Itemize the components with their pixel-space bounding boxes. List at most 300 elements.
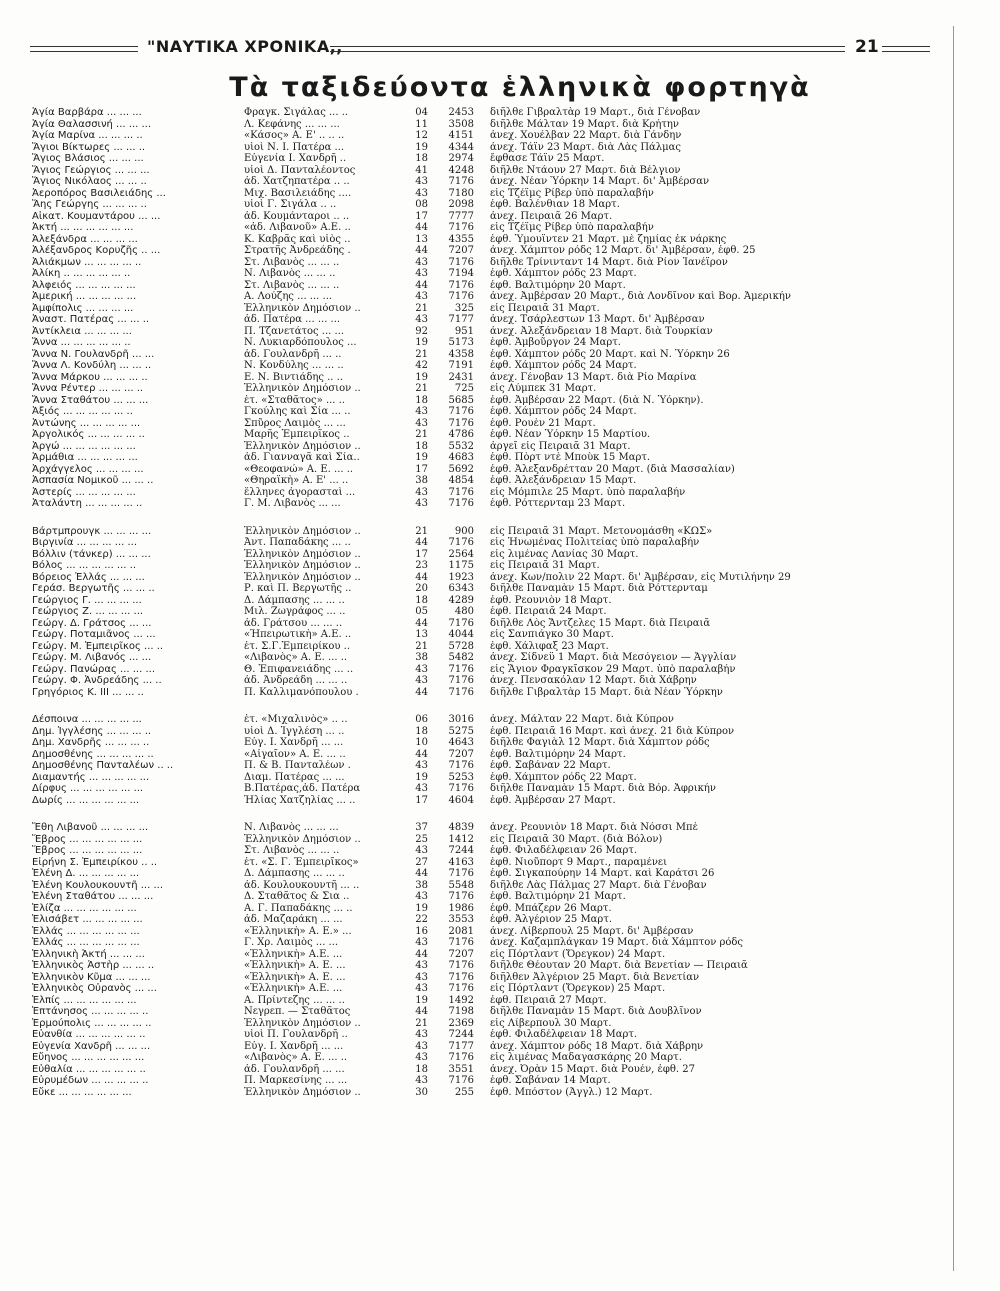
owner-name: Ἑλληνικὸν Δημόσιον .. (244, 548, 361, 560)
tonnage: 7777 (448, 210, 474, 222)
voyage-status: ἀνεχ. Πενσακόλαν 12 Μαρτ. διὰ Χάβρην (490, 675, 697, 686)
ship-name: Ἕβρος ... ... ... ... ... ... (32, 833, 143, 845)
owner-name: ἑτ. Σ.Γ.Ἐμπειρίκου .. (244, 640, 351, 652)
voyage-status: ἐφθ. Ρεουνιὸν 18 Μαρτ. (490, 594, 612, 606)
owner-name: Μιχ. Βασιλειάδης .... (244, 187, 352, 199)
registry-year: 18 (415, 1063, 428, 1075)
owner-name: Ρ. καὶ Π. Βεργωτῆς .. (244, 583, 352, 594)
registry-year: 19 (415, 141, 428, 153)
registry-year: 44 (415, 1006, 428, 1017)
ship-name: Ἑλληνικὸν Κῦμα ... ... ... (32, 971, 151, 983)
owner-name: «Ἑλληνικὴ» Α.Ε. ... (244, 948, 343, 960)
voyage-status: ἔφθασε Τάϊν 25 Μαρτ. (490, 153, 605, 164)
owner-name: υἱοὶ Ν. Ι. Πατέρα ... (244, 141, 345, 153)
tonnage: 7176 (448, 960, 474, 971)
registry-year: 43 (415, 845, 428, 856)
registry-year: 21 (415, 525, 428, 537)
ship-name: Ἀστερίς ... ... ... ... ... (32, 486, 136, 498)
owner-name: «Λιβανὸς» Α. Ε. ... .. (244, 1052, 348, 1063)
voyage-status: ἐφθ. Ἀμβέρσαν 27 Μαρτ. (490, 794, 616, 806)
owner-name: Ν. Κονδύλης ... ... .. (244, 360, 344, 371)
tonnage: 7176 (448, 760, 474, 771)
ship-name: Γεώργιος Γ. ... ... ... ... (32, 594, 142, 606)
voyage-status: ἀνεχ. Τσάρλεστων 13 Μαρτ. δι' Ἀμβέρσαν (490, 314, 705, 325)
voyage-status: εἰς Τζέϊμς Ρίβερ ὑπὸ παραλαβήν (490, 222, 654, 233)
tonnage: 4355 (448, 233, 474, 245)
ship-name: Γεώργ. Δ. Γράτσος ... ... (32, 617, 152, 629)
tonnage: 2453 (448, 107, 474, 118)
registry-year: 41 (415, 164, 428, 176)
owner-name: «Κάσος» Α. Ε' .. .. .. (244, 130, 345, 141)
registry-year: 43 (415, 1040, 428, 1052)
registry-year: 17 (415, 463, 428, 475)
tonnage: 3016 (448, 714, 474, 725)
voyage-status: ἀνεχ. Πειραιᾶ 26 Μαρτ. (490, 210, 613, 222)
owner-name: Π. Τζανετάτος ... ... (244, 325, 345, 337)
owner-name: Α. Πρίντεζης ... ... .. (244, 994, 345, 1006)
table-row (32, 560, 972, 572)
ship-name: Ἄννα Ρέντερ ... ... ... .. (32, 383, 144, 394)
registry-year: 27 (415, 856, 428, 868)
voyage-status: ἀνεχ. Γένοβαν 13 Μαρτ. διὰ Ρίο Μαρίνα (490, 371, 697, 383)
registry-year: 44 (415, 868, 428, 879)
owner-name: ἑτ. «Σταθᾶτος» ... .. (244, 394, 346, 406)
ship-name: Βόλος ... ... ... ... ... .. (32, 560, 136, 571)
header-rule-left (30, 46, 138, 52)
tonnage: 7176 (448, 983, 474, 994)
owner-name: «Ἑλληνικὴ» Α. Ε. ... (244, 960, 346, 971)
voyage-status: ἐφθ. Χάμπτον ρόδς 24 Μαρτ. (490, 406, 637, 417)
tonnage: 480 (454, 606, 474, 617)
voyage-status: εἰς Πόρτλαντ (Ὄρεγκον) 25 Μαρτ. (490, 983, 666, 994)
owner-name: ἀδ. Κουμάνταροι .. .. (244, 210, 350, 222)
ship-name: Ἑρμούπολις ... ... ... ... .. (32, 1017, 152, 1029)
registry-year: 18 (415, 153, 428, 164)
owner-name: Στρατῆς Ἀνδρεάδης . (244, 245, 351, 256)
table-row (32, 326, 972, 338)
ship-name: Ἑλληνικὴ Ἀκτή ... ... ... (32, 948, 145, 960)
tonnage: 4604 (448, 794, 474, 806)
tonnage: 7194 (448, 268, 474, 279)
voyage-status: ἐφθ. Πὸρτ ντὲ Μποὺκ 15 Μαρτ. (490, 452, 651, 463)
table-row (32, 1064, 972, 1076)
ship-group (32, 107, 972, 510)
tonnage: 5692 (448, 463, 474, 475)
tonnage: 725 (454, 383, 474, 394)
tonnage: 2098 (448, 199, 474, 210)
voyage-status: διῆλθε Παναμὰν 15 Μαρτ. διὰ Βόρ. Ἀφρικήν (490, 783, 716, 794)
registry-year: 43 (415, 760, 428, 771)
voyage-status: ἐφθ. Χάμπτον ρόδς 20 Μαρτ. καὶ Ν. Ὑόρκην 26 (490, 348, 730, 360)
registry-year: 38 (415, 879, 428, 891)
registry-year: 43 (415, 983, 428, 994)
registry-year: 23 (415, 560, 428, 571)
voyage-status: ἐφθ. Σαβάναν 22 Μαρτ. (490, 760, 611, 771)
header-rule-middle (330, 46, 845, 52)
ship-name: Δωρίς ... ... ... ... ... ... (32, 794, 140, 806)
voyage-status: ἐφθ. Φιλαδέλφειαν 26 Μαρτ. (490, 845, 638, 856)
ship-name: Ἀξιός ... ... ... ... ... .. (32, 406, 133, 417)
table-row (32, 291, 972, 303)
ship-name: Ἀμφίπολις ... ... ... ... (32, 302, 134, 314)
registry-year: 21 (415, 348, 428, 360)
table-row (32, 783, 972, 795)
tonnage: 2369 (448, 1017, 474, 1029)
tonnage: 3551 (448, 1063, 474, 1075)
tonnage: 3508 (448, 118, 474, 130)
tonnage: 7176 (448, 891, 474, 902)
ship-name: Ἐλπίς ... ... ... ... ... ... (32, 994, 137, 1006)
voyage-status: εἰς Πειραιᾶ 31 Μαρτ. (490, 302, 600, 314)
registry-year: 44 (415, 571, 428, 583)
table-row (32, 222, 972, 234)
tonnage: 1412 (448, 833, 474, 845)
voyage-status: διῆλθεν Ἀλγέριον 25 Μαρτ. διὰ Βενετίαν (490, 971, 700, 983)
table-row (32, 726, 972, 738)
table-row (32, 618, 972, 630)
ship-name: Βόρειος Ἑλλάς ... ... ... (32, 571, 145, 583)
registry-year: 43 (415, 486, 428, 498)
ship-name: Διαμαντής ... ... ... ... ... (32, 771, 150, 783)
owner-name: «Αἰγαῖον» Α. Ε. ... .. (244, 748, 346, 760)
voyage-status: ἐφθ. Ρουὲν 21 Μαρτ. (490, 417, 596, 429)
tonnage: 7176 (448, 868, 474, 879)
voyage-status: ἀνεχ. Καζαμπλάγκαν 19 Μαρτ. διὰ Χάμπτον ρόδς (490, 937, 744, 948)
ship-name: Ἐλίζα ... ... ... ... ... ... (32, 902, 137, 914)
tonnage: 7180 (448, 187, 474, 199)
table-row (32, 926, 972, 938)
registry-year: 44 (415, 617, 428, 629)
voyage-status: ἀνεχ. Ἀλεξάνδρειαν 18 Μαρτ. διὰ Τουρκίαν (490, 325, 713, 337)
owner-name: Π. Καλλιμανόπουλου . (244, 686, 359, 698)
owner-name: Μιλ. Ζωγράφος ... .. (244, 606, 346, 617)
voyage-status: ἐφθ. Ἀλεξάνδρειαν 15 Μαρτ. (490, 475, 637, 486)
tonnage: 6343 (448, 583, 474, 594)
owner-name: Φραγκ. Σιγάλας ... .. (244, 107, 349, 118)
table-row (32, 526, 972, 538)
tonnage: 4151 (448, 130, 474, 141)
owner-name: «Θεοφανώ» Α. Ε. ... .. (244, 463, 354, 475)
voyage-status: ἀργεῖ εἰς Πειραιᾶ 31 Μαρτ. (490, 440, 631, 452)
registry-year: 22 (415, 914, 428, 925)
table-row (32, 441, 972, 453)
voyage-status: ἀνεχ. Κων/πολιν 22 Μαρτ. δι' Ἀμβέρσαν, εἰς Μυτιλήνην 29 (490, 571, 791, 583)
registry-year: 21 (415, 383, 428, 394)
voyage-status: ἀνεχ. Τάϊν 23 Μαρτ. διὰ Λὰς Πάλμας (490, 141, 681, 153)
voyage-status: ἀνεχ. Ὀρὰν 15 Μαρτ. διὰ Ρουέν, ἐφθ. 27 (490, 1063, 695, 1075)
table-row (32, 772, 972, 784)
voyage-status: ἐφθ. Νέαν Ὑόρκην 15 Μαρτίου. (490, 429, 651, 440)
tonnage: 7176 (448, 1052, 474, 1063)
owner-name: ἑτ. «Σ. Γ. Ἐμπειρῖκος» (244, 856, 359, 868)
table-row (32, 583, 972, 595)
ship-name: Ἄννα ... ... ... ... ... .. (32, 337, 131, 348)
registry-year: 43 (415, 417, 428, 429)
owner-name: ἑτ. «Μιχαλινὸς» .. .. (244, 714, 348, 725)
voyage-status: διῆλθε Παναμὰν 15 Μαρτ. διὰ Δουβλῖνον (490, 1006, 702, 1017)
table-row (32, 119, 972, 131)
voyage-status: εἰς Πειραιᾶ 31 Μαρτ. Μετονομάσθη «ΚΩΣ» (490, 525, 713, 537)
voyage-status: ἀνεχ. Νέαν Ὑόρκην 14 Μαρτ. δι' Ἀμβέρσαν (490, 176, 710, 187)
registry-year: 17 (415, 548, 428, 560)
voyage-status: εἰς Ἅγιον Φραγκῖσκον 29 Μαρτ. ὑπὸ παραλαβήν (490, 663, 736, 675)
registry-year: 18 (415, 440, 428, 452)
owner-name: «Θηραϊκὴ» Α. Ε' ... .. (244, 475, 349, 486)
table-row (32, 537, 972, 549)
owner-name: ἀδ. Γουλανδρῆ ... ... (244, 1063, 345, 1075)
registry-year: 43 (415, 960, 428, 971)
registry-year: 18 (415, 725, 428, 737)
owner-name: Α. Γ. Παπαδάκης ... .. (244, 902, 353, 914)
registry-year: 17 (415, 794, 428, 806)
registry-year: 30 (415, 1086, 428, 1098)
registry-year: 06 (415, 714, 428, 725)
voyage-status: ἐφθ. Σιγκαπούρην 14 Μαρτ. καὶ Καράτσι 26 (490, 868, 715, 879)
voyage-status: ἐφθ. Πειραιᾶ 16 Μαρτ. καὶ ἀνεχ. 21 διὰ Κύπρον (490, 725, 735, 737)
voyage-status: εἰς Λύμπεκ 31 Μαρτ. (490, 383, 597, 394)
table-row (32, 652, 972, 664)
registry-year: 10 (415, 737, 428, 748)
owner-name: ἀδ. Γουλανδρῆ ... .. (244, 348, 342, 360)
ship-name: Ἑλένη Δ. ... ... ... ... ... (32, 868, 140, 879)
ship-name: Εὔηνος ... ... ... ... ... ... (32, 1052, 145, 1063)
table-row (32, 303, 972, 315)
owner-name: υἱοὶ Δ. Ἰγγλέση ... .. (244, 725, 345, 737)
table-row (32, 383, 972, 395)
owner-name: Μαρῆς Ἐμπειρῖκος .. (244, 429, 350, 440)
ship-name: Ἑλένη Κουλουκουντῆ ... ... (32, 879, 163, 891)
owner-name: Ἑλληνικὸν Δημόσιον .. (244, 560, 361, 571)
ship-name: Ἑλλάς ... ... ... ... ... ... (32, 937, 140, 948)
ship-name: Δημ. Ἰγγλέσης ... ... ... .. (32, 725, 152, 737)
table-row (32, 834, 972, 846)
ship-name: Εὐθαλία ... ... ... ... ... .. (32, 1063, 146, 1075)
voyage-status: ἀνεχ. Μάλταν 22 Μαρτ. διὰ Κύπρον (490, 714, 674, 725)
tonnage: 4854 (448, 475, 474, 486)
owner-name: Γ. Μ. Λιβανὸς ... ... (244, 498, 341, 509)
voyage-status: εἰς Πόρτλαντ (Ὄρεγκον) 24 Μαρτ. (490, 948, 666, 960)
ship-name: Γρηγόριος Κ. III ... ... .. (32, 686, 144, 698)
tonnage: 7176 (448, 937, 474, 948)
ship-name: Ἀργολικός ... ... ... ... .. (32, 429, 145, 440)
voyage-status: ἐφθ. Ἀμβοῦργον 24 Μαρτ. (490, 337, 621, 348)
table-row (32, 257, 972, 269)
table-row (32, 452, 972, 464)
registry-year: 43 (415, 783, 428, 794)
voyage-status: εἰς λιμένας Λανίας 30 Μαρτ. (490, 548, 639, 560)
ship-name: Γεράσ. Βεργωτῆς ... ... .. (32, 583, 155, 594)
owner-name: Γ. Χρ. Λαιμὸς ... ... (244, 937, 339, 948)
tonnage: 7176 (448, 617, 474, 629)
ship-name: Ἀμερική ... ... ... ... ... (32, 291, 137, 302)
owner-name: «Λιβανὸς» Α. Ε. ... .. (244, 652, 348, 663)
registry-year: 43 (415, 256, 428, 268)
registry-year: 16 (415, 925, 428, 937)
owner-name: ἀδ. Μαζαράκη ... ... (244, 914, 343, 925)
registry-year: 43 (415, 971, 428, 983)
owner-name: Στ. Λιβανὸς ... ... .. (244, 845, 340, 856)
tonnage: 7176 (448, 176, 474, 187)
voyage-status: διῆλθε Λὰς Πάλμας 27 Μαρτ. διὰ Γένοβαν (490, 879, 707, 891)
owner-name: Θ. Ἐπιφανειάδης ... .. (244, 663, 354, 675)
ship-name: Ἁγία Μαρίνα ... ... ... .. (32, 130, 143, 141)
table-row (32, 687, 972, 699)
registry-year: 08 (415, 199, 428, 210)
ship-name: Ἀκτή ... ... ... ... ... ... (32, 222, 134, 233)
voyage-status: εἰς λιμένας Μαδαγασκάρης 20 Μαρτ. (490, 1052, 682, 1063)
voyage-status: διῆλθε Ντάουν 27 Μαρτ. διὰ Βέλγιον (490, 164, 681, 176)
owner-name: Ἑλληνικὸν Δημόσιον .. (244, 571, 361, 583)
tonnage: 5685 (448, 394, 474, 406)
table-row (32, 1087, 972, 1099)
running-header (30, 36, 930, 60)
tonnage: 7176 (448, 537, 474, 548)
owner-name: ἀδ. Χατζηπατέρα .. .. (244, 176, 350, 187)
ship-name: Ἄννα Σταθάτου ... ... ... (32, 394, 149, 406)
owner-name: Π. Μαρκεσίνης ... ... (244, 1075, 348, 1086)
ship-name: Εὔκε ... ... ... ... ... ... (32, 1086, 132, 1098)
registry-year: 20 (415, 583, 428, 594)
tonnage: 325 (454, 302, 474, 314)
voyage-status: ἐφθ. Ἀλγέριον 25 Μαρτ. (490, 914, 613, 925)
table-row (32, 903, 972, 915)
registry-year: 05 (415, 606, 428, 617)
owner-name: Ἑλληνικὸν Δημόσιον .. (244, 1086, 361, 1098)
voyage-status: εἰς Σανπιάγκο 30 Μαρτ. (490, 629, 614, 640)
ship-name: Ἑλλάς ... ... ... ... ... ... (32, 925, 140, 937)
registry-year: 37 (415, 822, 428, 833)
page-number: 21 (855, 37, 879, 57)
table-row (32, 714, 972, 726)
registry-year: 43 (415, 291, 428, 302)
owner-name: ἀδ. Κουλουκουντῆ ... .. (244, 879, 360, 891)
tonnage: 7176 (448, 279, 474, 291)
voyage-status: ἀνεχ. Ἀμβέρσαν 20 Μαρτ., διὰ Λονδῖνον καὶ Βορ. Ἀμερικήν (490, 291, 791, 302)
registry-year: 43 (415, 406, 428, 417)
ship-name: Γεώργ. Μ. Λιβανός ... ... (32, 652, 152, 663)
ship-name: Ἄννα Ν. Γουλανδρῆ ... ... (32, 348, 155, 360)
table-row (32, 142, 972, 154)
table-row (32, 737, 972, 749)
table-row (32, 914, 972, 926)
tonnage: 4344 (448, 141, 474, 153)
voyage-status: ἐφθ. Μπάζερν 26 Μαρτ. (490, 902, 612, 914)
voyage-status: διῆλθε Γιβραλτὰρ 15 Μαρτ. διὰ Νέαν Ὑόρκην (490, 686, 723, 698)
table-row (32, 1018, 972, 1030)
tonnage: 255 (454, 1086, 474, 1098)
tonnage: 2974 (448, 153, 474, 164)
ship-name: Ἀντίκλεια ... ... ... ... (32, 325, 132, 337)
table-row (32, 960, 972, 972)
tonnage: 7177 (448, 314, 474, 325)
table-row (32, 1029, 972, 1041)
tonnage: 4248 (448, 164, 474, 176)
voyage-status: διῆλθε Τρίνινταντ 14 Μαρτ. διὰ Ρίον Ἰανέϊρον (490, 256, 728, 268)
table-row (32, 760, 972, 772)
registry-year: 44 (415, 537, 428, 548)
tonnage: 5548 (448, 879, 474, 891)
table-row (32, 1052, 972, 1064)
owner-name: Διαμ. Πατέρας ... ... (244, 771, 345, 783)
registry-year: 21 (415, 429, 428, 440)
owner-name: υἱοὶ Γ. Σιγάλα .. .. (244, 199, 337, 210)
ship-name: Ἐπτάνησος ... ... ... ... .. (32, 1006, 149, 1017)
owner-name: «Ἑλληνικὴ» Α. Ε.» ... (244, 925, 352, 937)
table-row (32, 749, 972, 761)
ship-name: Ἅγιοι Βίκτωρες ... ... .. (32, 141, 146, 153)
voyage-status: ἐφθ. Μπόστον (Ἀγγλ.) 12 Μαρτ. (490, 1086, 653, 1098)
tonnage: 7176 (448, 406, 474, 417)
ship-group (32, 526, 972, 699)
owner-name: Ἑλληνικὸν Δημόσιον .. (244, 302, 361, 314)
ship-name: Βάρτμπρουγκ ... ... ... ... (32, 525, 152, 537)
table-row (32, 572, 972, 584)
table-row (32, 983, 972, 995)
owner-name: Λ. Κεφάνης ... ... ... (244, 118, 340, 130)
voyage-status: ἐφθ. Βαλτιμόρην 20 Μαρτ. (490, 279, 626, 291)
registry-year: 44 (415, 948, 428, 960)
table-row (32, 1075, 972, 1087)
ship-name: Ἔθη Λιβανοῦ ... ... ... ... (32, 822, 149, 833)
table-row (32, 360, 972, 372)
tonnage: 7176 (448, 1075, 474, 1086)
owner-name: Δ. Δάμπασης ... ... .. (244, 868, 345, 879)
ship-name: Ἀλίκη .. ... ... ... ... .. (32, 268, 131, 279)
tonnage: 5275 (448, 725, 474, 737)
table-row (32, 245, 972, 257)
table-row (32, 199, 972, 211)
owner-name: Ἀντ. Παπαδάκης ... .. (244, 537, 351, 548)
ship-name: Εὐρυμέδων ... ... ... ... .. (32, 1075, 149, 1086)
ship-name: Ἑλληνικὸς Ἀστὴρ ... ... .. (32, 960, 155, 971)
owner-name: ἕλληνες ἀγορασταὶ ... (244, 486, 356, 498)
voyage-status: διῆλθε Θέουταν 20 Μαρτ. διὰ Βενετίαν — Πειραιᾶ (490, 960, 748, 971)
voyage-status: ἐφθ. Χάμπτον ρόδς 23 Μαρτ. (490, 268, 637, 279)
tonnage: 7176 (448, 675, 474, 686)
voyage-status: ἐφθ. Ὑμουΐντεν 21 Μαρτ. μὲ ζημίας ἐκ νάρκης (490, 233, 727, 245)
ship-name: Γεώργ. Πανώρας ... ... ... (32, 663, 155, 675)
table-row (32, 857, 972, 869)
owner-name: Ε. Ν. Βιντιάδης .. .. (244, 371, 344, 383)
ship-name: Γεώργ. Φ. Ἀνδρεάδης ... .. (32, 675, 162, 686)
voyage-status: διῆλθε Λὸς Ἄντζελες 15 Μαρτ. διὰ Πειραιᾶ (490, 617, 711, 629)
table-row (32, 475, 972, 487)
registry-year: 43 (415, 1052, 428, 1063)
registry-year: 44 (415, 686, 428, 698)
tonnage: 7176 (448, 256, 474, 268)
tonnage: 7176 (448, 783, 474, 794)
registry-year: 19 (415, 902, 428, 914)
ship-name: Γεώργ. Ποταμιᾶνος ... ... (32, 629, 156, 640)
voyage-status: εἰς Ἡνωμένας Πολιτείας ὑπὸ παραλαβήν (490, 537, 700, 548)
voyage-status: ἐφθ. Ἀλεξανδρέτταν 20 Μαρτ. (διὰ Μασσαλίαν) (490, 463, 735, 475)
voyage-status: ἀνεχ. Χουέλβαν 22 Μαρτ. διὰ Γάνδην (490, 130, 682, 141)
registry-year: 13 (415, 233, 428, 245)
registry-year: 11 (415, 118, 428, 130)
registry-year: 43 (415, 268, 428, 279)
table-row (32, 949, 972, 961)
registry-year: 38 (415, 475, 428, 486)
tonnage: 4289 (448, 594, 474, 606)
registry-year: 19 (415, 452, 428, 463)
page-title: Τὰ ταξιδεύοντα ἑλληνικὰ φορτηγὰ (229, 72, 811, 103)
registry-year: 18 (415, 394, 428, 406)
owner-name: ἀδ. Πατέρα ... ... ... (244, 314, 341, 325)
registry-year: 19 (415, 771, 428, 783)
tonnage: 7176 (448, 971, 474, 983)
ship-name: Δέσποινα ... ... ... ... ... (32, 714, 142, 725)
table-row (32, 664, 972, 676)
